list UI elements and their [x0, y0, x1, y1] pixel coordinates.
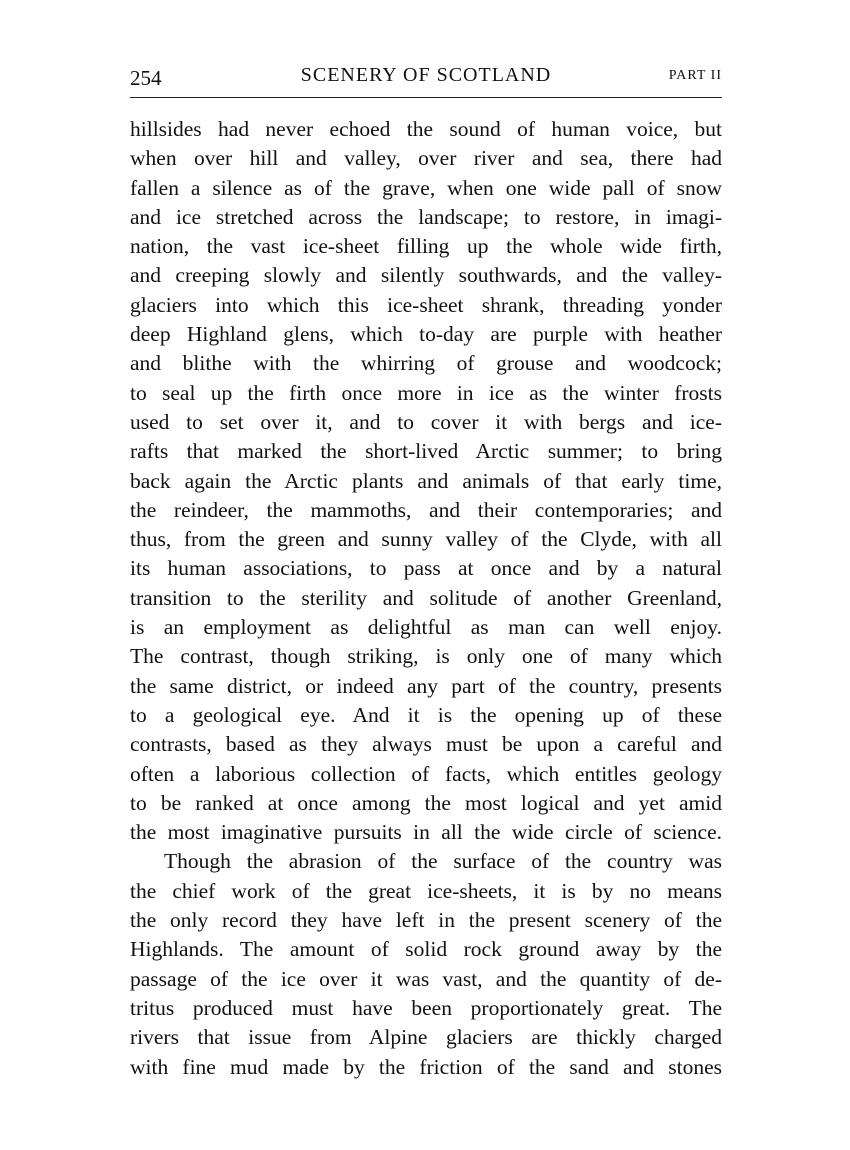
- text-line: rafts that marked the short-lived Arctic summer; to bring: [130, 439, 722, 464]
- text-line: and blithe with the whirring of grouse and woodcock;: [130, 351, 722, 376]
- running-head: [130, 60, 722, 92]
- part-label: PART II: [668, 68, 722, 83]
- text-line: the same district, or indeed any part of the country, presents: [130, 673, 722, 698]
- text-line: the chief work of the great ice-sheets, it is by no means: [130, 878, 722, 903]
- text-line: with fine mud made by the friction of the sand and stones: [130, 1054, 722, 1079]
- page-number: 254: [130, 66, 162, 90]
- running-title: SCENERY OF SCOTLAND: [300, 64, 552, 86]
- text-line: The contrast, though striking, is only one of many which: [130, 644, 722, 669]
- body-text: [130, 115, 722, 1082]
- text-line: the most imaginative pursuits in all the wide circle of science.: [130, 820, 722, 845]
- text-line: fallen a silence as of the grave, when one wide pall of snow: [130, 175, 722, 200]
- text-line: the reindeer, the mammoths, and their contemporaries; and: [130, 497, 722, 522]
- paragraph: [130, 115, 722, 847]
- text-line: hillsides had never echoed the sound of human voice, but: [130, 117, 722, 141]
- text-line: Though the abrasion of the surface of the country was: [164, 849, 722, 874]
- text-line: rivers that issue from Alpine glaciers are thickly charged: [130, 1025, 722, 1050]
- text-line: transition to the sterility and solitude of another Greenland,: [130, 585, 722, 610]
- text-line: used to set over it, and to cover it with bergs and ice-: [130, 409, 722, 434]
- text-line: often a laborious collection of facts, which entitles geology: [130, 761, 722, 786]
- text-line: when over hill and valley, over river and sea, there had: [130, 146, 722, 171]
- text-line: its human associations, to pass at once and by a natural: [130, 556, 722, 581]
- text-line: to seal up the firth once more in ice as the winter frosts: [130, 380, 722, 405]
- text-line: passage of the ice over it was vast, and the quantity of de-: [130, 966, 722, 991]
- text-line: deep Highland glens, which to-day are purple with heather: [130, 322, 722, 347]
- text-line: Highlands. The amount of solid rock ground away by the: [130, 937, 722, 962]
- header-rule: [130, 97, 722, 98]
- text-line: and creeping slowly and silently southwards, and the valley-: [130, 263, 722, 288]
- text-line: contrasts, based as they always must be upon a careful and: [130, 732, 722, 757]
- text-line: is an employment as delightful as man can well enjoy.: [130, 615, 722, 640]
- text-line: tritus produced must have been proportionately great. The: [130, 995, 722, 1020]
- text-line: to be ranked at once among the most logical and yet amid: [130, 790, 722, 815]
- text-line: glaciers into which this ice-sheet shrank, threading yonder: [130, 292, 722, 317]
- text-line: back again the Arctic plants and animals of that early time,: [130, 468, 722, 493]
- text-line: the only record they have left in the present scenery of the: [130, 908, 722, 933]
- paragraph: [130, 847, 722, 1081]
- text-line: and ice stretched across the landscape; to restore, in imagi-: [130, 204, 722, 229]
- text-line: thus, from the green and sunny valley of the Clyde, with all: [130, 527, 722, 552]
- text-line: nation, the vast ice-sheet filling up the whole wide firth,: [130, 234, 722, 259]
- text-line: to a geological eye. And it is the opening up of these: [130, 702, 722, 727]
